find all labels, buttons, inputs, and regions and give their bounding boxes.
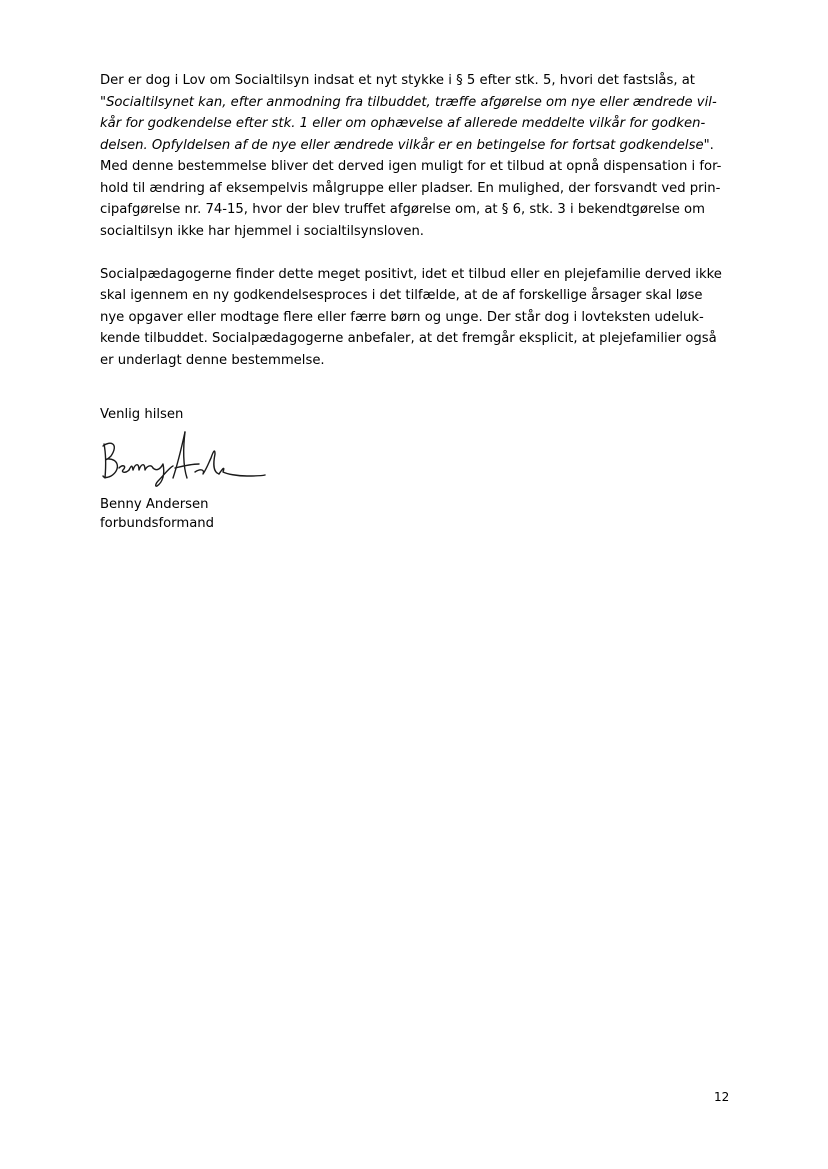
- closing-greeting: Venlig hilsen: [100, 407, 184, 422]
- paragraph-1-line-5: Med denne bestemmelse bliver det derved igen muligt for et tilbud at opnå dispensation i for-: [100, 159, 722, 174]
- handwritten-signature: [97, 428, 267, 488]
- paragraph-2-line-5: er underlagt denne bestemmelse.: [100, 353, 325, 368]
- paragraph-1-line-7: cipafgørelse nr. 74-15, hvor der blev truffet afgørelse om, at § 6, stk. 3 i bekendtgørelse om: [100, 202, 705, 217]
- paragraph-1-line-3: kår for godkendelse efter stk. 1 eller om ophævelse af allerede meddelte vilkår for godken-: [100, 116, 706, 131]
- paragraph-2-line-3: nye opgaver eller modtage flere eller færre børn og unge. Der står dog i lovteksten udeluk-: [100, 310, 704, 325]
- paragraph-2-line-2: skal igennem en ny godkendelsesproces i det tilfælde, at de af forskellige årsager skal løse: [100, 288, 703, 303]
- page-number: 12: [714, 1090, 730, 1104]
- signer-name: Benny Andersen: [100, 497, 209, 512]
- signer-title: forbundsformand: [100, 516, 215, 531]
- paragraph-1-line-8: socialtilsyn ikke har hjemmel i socialtilsynsloven.: [100, 224, 425, 239]
- paragraph-1-line-4: [100, 138, 714, 154]
- paragraph-2-line-1: Socialpædagogerne finder dette meget positivt, idet et tilbud eller en plejefamilie derved ikke: [100, 267, 722, 282]
- paragraph-1-line-4-end: ".: [703, 138, 714, 153]
- paragraph-1-line-2: "Socialtilsynet kan, efter anmodning fra tilbuddet, træffe afgørelse om nye eller ændrede vil-: [100, 95, 717, 110]
- paragraph-1-line-6: hold til ændring af eksempelvis målgruppe eller pladser. En mulighed, der forsvandt ved prin-: [100, 181, 721, 196]
- paragraph-2-line-4: kende tilbuddet. Socialpædagogerne anbefaler, at det fremgår eksplicit, at plejefamilier også: [100, 331, 717, 346]
- paragraph-1-line-4-quote: delsen. Opfyldelsen af de nye eller ændrede vilkår er en betingelse for fortsat godkendelse: [100, 138, 704, 153]
- paragraph-1-line-1: Der er dog i Lov om Socialtilsyn indsat et nyt stykke i § 5 efter stk. 5, hvori det fastslås, at: [100, 73, 695, 88]
